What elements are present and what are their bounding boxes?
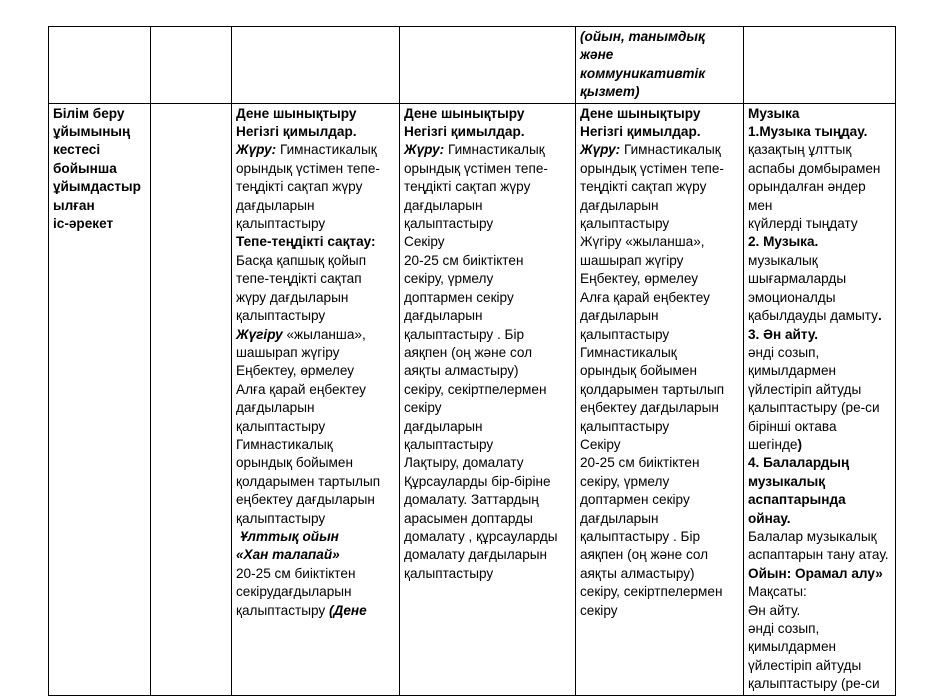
text-line — [236, 381, 395, 399]
line-text: арасымен доптарды — [404, 510, 533, 526]
line-text: қазақтың ұлттық — [748, 142, 852, 158]
line-text: қалыптастыру — [404, 436, 494, 452]
line-text: 20-25 см биіктіктен — [580, 455, 700, 471]
line-text: секіру, үрмелу — [404, 271, 494, 287]
line-text: домалату. Заттардың — [404, 492, 539, 508]
line-text: қимылдармен — [748, 639, 837, 655]
text-line — [748, 620, 891, 638]
line-text: Тепе-теңдікті сақтау: — [236, 234, 376, 250]
line-text: Жүгіру «жыланша», — [580, 234, 705, 250]
text-line — [236, 491, 395, 509]
line-text: тепе-теңдікті сақтап — [236, 271, 362, 287]
text-line — [236, 178, 395, 196]
line-text: Балалар музыкалық — [748, 528, 877, 544]
line-text: Лақтыру, домалату — [404, 455, 524, 471]
line-text: қалыптастыру — [580, 326, 670, 342]
text-line — [404, 289, 571, 307]
text-line: іс-әрекет — [53, 216, 114, 232]
line-text: дағдыларын — [236, 197, 315, 213]
text-line — [748, 583, 891, 601]
text-line — [404, 510, 571, 528]
text-line — [404, 123, 571, 141]
text-line — [236, 215, 395, 233]
line-rest: музыкалық — [748, 252, 818, 268]
text-line — [236, 197, 395, 215]
cell-r2-c2 — [151, 103, 232, 695]
text-line — [748, 123, 891, 141]
cell-r1-c1 — [49, 27, 151, 104]
text-line — [236, 362, 395, 380]
line-text: үйлестіріп айтуды — [748, 381, 862, 397]
text-line: коммуникативтік — [580, 65, 706, 81]
text-line — [236, 307, 395, 325]
text-line — [404, 141, 571, 159]
line-text: Жүгіру — [236, 326, 283, 342]
line-text: 1.Музыка тыңдау. — [748, 124, 868, 140]
row-label-cell — [49, 103, 151, 695]
line-text: Гимнастикалық — [580, 344, 677, 360]
text-line — [748, 307, 891, 325]
line-text: қалыптастыру . Бір — [580, 528, 701, 544]
cell-r1-c3 — [232, 27, 400, 104]
text-line — [580, 270, 739, 288]
line-text: 3. Ән айту. — [748, 326, 819, 342]
line-rest: Гимнастикалық — [276, 142, 377, 158]
line-text: Ән айту. — [748, 602, 801, 618]
line-text: қалыптастыру — [236, 216, 326, 232]
line-text: қалыптастыру (ре-си — [748, 400, 880, 416]
text-line — [580, 602, 739, 620]
line-text: секірудағдыларын — [236, 584, 352, 600]
text-line — [236, 602, 395, 620]
line-text: аяқты алмастыру) — [404, 363, 519, 379]
line-text: аяқты алмастыру) — [580, 565, 695, 581]
line-text: 4. Балалардың — [748, 455, 850, 471]
text-line — [748, 454, 891, 472]
text-line — [236, 344, 395, 362]
text-line — [404, 418, 571, 436]
text-line — [236, 565, 395, 583]
line-text: орындық бойымен — [580, 363, 697, 379]
text-line — [236, 326, 395, 344]
line-text: аспаптарында ойнау. — [748, 492, 846, 526]
text-line — [748, 473, 891, 491]
text-line — [580, 473, 739, 491]
line-text: Гимнастикалық — [236, 436, 333, 452]
text-line — [748, 546, 891, 564]
cell-r1-c6 — [744, 27, 896, 104]
text-line — [236, 289, 395, 307]
line-text: Құрсауларды бір-біріне — [404, 473, 551, 489]
text-line — [404, 454, 571, 472]
line-text: Дене шынықтыру — [580, 105, 701, 121]
line-text: доптармен секіру — [404, 289, 514, 305]
text-line — [236, 436, 395, 454]
text-line — [580, 289, 739, 307]
text-line — [236, 141, 395, 159]
line-text: Еңбектеу, өрмелеу — [236, 363, 355, 379]
text-line — [580, 491, 739, 509]
text-line — [236, 583, 395, 601]
text-line — [748, 326, 891, 344]
text-line — [580, 344, 739, 362]
line-text: Мақсаты: — [748, 584, 807, 600]
text-line — [580, 510, 739, 528]
text-line — [236, 252, 395, 270]
text-line — [236, 528, 395, 546]
text-line — [748, 399, 891, 417]
text-line — [404, 233, 571, 251]
line-text: Жүру: — [236, 142, 277, 158]
line-text: еңбектеу дағдыларын — [580, 400, 719, 416]
text-line — [404, 436, 571, 454]
text-line — [404, 473, 571, 491]
text-line — [748, 418, 891, 455]
line-text: үйлестіріп айтуды — [748, 657, 862, 673]
text-line — [748, 105, 891, 123]
text-line: бойынша — [53, 160, 117, 176]
line-text: орындалған әндер мен — [748, 179, 866, 213]
line-text: еңбектеу дағдыларын — [236, 492, 375, 508]
text-line — [404, 565, 571, 583]
text-line — [404, 270, 571, 288]
line-text: Секіру — [580, 436, 621, 452]
line-text: қолдарымен тартылып — [580, 381, 725, 397]
line-text: шығармаларды — [748, 271, 847, 287]
physical-education-cell-1 — [232, 103, 400, 695]
text-line — [236, 123, 395, 141]
line-text: секіру — [580, 602, 618, 618]
text-line — [236, 473, 395, 491]
line-text: дағдыларын — [580, 197, 659, 213]
cell-r1-c4 — [400, 27, 576, 104]
line-text: Ойын: Орамал алу» — [748, 565, 883, 581]
line-text: 20-25 см биіктіктен — [236, 565, 356, 581]
text-line — [404, 491, 571, 509]
text-line — [404, 197, 571, 215]
line-text: күйлерді тыңдату — [748, 216, 858, 232]
cell-r1-c2 — [151, 27, 232, 104]
line-text: секіру, үрмелу — [580, 473, 670, 489]
line-text: Негізгі қимылдар. — [580, 124, 701, 140]
text-line — [748, 160, 891, 178]
text-line — [748, 565, 891, 583]
physical-education-cell-2 — [400, 103, 576, 695]
line-text: қалыптастыру — [236, 510, 326, 526]
text-line — [236, 546, 395, 564]
text-line — [580, 197, 739, 215]
text-line: Білім беру — [53, 105, 125, 121]
text-line — [404, 252, 571, 270]
table-row-header — [49, 27, 896, 104]
line-text: Басқа қапшық қойып — [236, 252, 367, 268]
text-line — [404, 215, 571, 233]
line-text: 2. Музыка. — [748, 234, 819, 250]
text-line — [236, 233, 395, 251]
text-line — [404, 178, 571, 196]
text-line — [580, 381, 739, 399]
line-text: Негізгі қимылдар. — [236, 124, 357, 140]
text-line — [236, 454, 395, 472]
line-text: Алға қарай еңбектеу — [580, 289, 710, 305]
line-rest: Гимнастикалық — [444, 142, 545, 158]
line-text: Секіру — [404, 234, 445, 250]
line-text: әнді созып, — [748, 621, 820, 636]
text-line — [236, 399, 395, 417]
text-line — [748, 215, 891, 233]
line-text: секіру, секіртпелермен — [404, 381, 547, 397]
text-line — [748, 602, 891, 620]
line-text: дағдыларын — [580, 510, 659, 526]
line-text: шашырап жүгіру — [236, 344, 340, 360]
line-text: теңдікті сақтап жүру — [580, 179, 707, 195]
line-text: дағдыларын — [404, 197, 483, 213]
text-line — [404, 326, 571, 344]
line-tail: ) — [797, 436, 802, 452]
text-line — [404, 307, 571, 325]
text-line — [580, 252, 739, 270]
text-line — [748, 491, 891, 528]
line-text: орындық үстімен тепе- — [580, 160, 724, 176]
text-line — [580, 307, 739, 325]
line-rest: «жыланша», — [282, 326, 366, 342]
line-rest: Гимнастикалық — [620, 142, 721, 158]
text-line — [580, 454, 739, 472]
text-line — [236, 105, 395, 123]
text-line — [580, 160, 739, 178]
line-text: қалыптастыру — [236, 308, 326, 324]
text-line — [580, 546, 739, 564]
text-line — [580, 362, 739, 380]
line-text: қалыптастыру — [580, 418, 670, 434]
line-text: дағдыларын — [236, 400, 315, 416]
line-text: орындық үстімен тепе- — [236, 160, 380, 176]
text-line — [580, 233, 739, 251]
line-text: қалыптастыру — [236, 602, 329, 618]
text-line — [404, 546, 571, 564]
line-text: Дене шынықтыру — [236, 105, 357, 121]
text-line: ұйымдастыр — [53, 179, 141, 195]
line-text: секіру, секіртпелермен — [580, 584, 723, 600]
line-text: дағдыларын — [580, 308, 659, 324]
text-line — [236, 418, 395, 436]
line-text: Дене шынықтыру — [404, 105, 525, 121]
line-text: шашырап жүгіру — [580, 252, 684, 268]
line-text: жүру дағдыларын — [236, 289, 349, 305]
text-line — [404, 528, 571, 546]
line-text: әнді созып, — [748, 344, 820, 360]
text-line: кестесі — [53, 142, 101, 158]
line-tail: . — [877, 308, 882, 324]
text-line: (ойын, танымдық — [580, 29, 705, 44]
text-line — [236, 510, 395, 528]
text-line: және — [580, 47, 614, 63]
line-text: аяқпен (оң және сол — [580, 547, 709, 563]
text-line — [580, 326, 739, 344]
text-line — [748, 657, 891, 675]
line-text: домалату дағдыларын — [404, 547, 548, 563]
schedule-table — [48, 26, 896, 696]
line-text: орындық үстімен тепе- — [404, 160, 548, 176]
text-line — [748, 270, 891, 288]
text-line — [748, 675, 891, 693]
text-line: қызмет) — [580, 84, 640, 100]
text-line — [748, 362, 891, 380]
line-text: дағдыларын — [404, 308, 483, 324]
line-text: Жүру: — [580, 142, 621, 158]
line-text: эмоционалды — [748, 289, 836, 305]
line-text: домалату , құрсауларды — [404, 528, 558, 544]
line-text: Ұлттық ойын — [240, 528, 339, 544]
line-text: теңдікті сақтап жүру — [236, 179, 363, 195]
text-line — [580, 215, 739, 233]
text-line — [748, 381, 891, 399]
line-text: қолдарымен тартылып — [236, 473, 381, 489]
text-line: ұйымының — [53, 124, 131, 140]
text-line — [580, 178, 739, 196]
text-line — [748, 178, 891, 215]
line-tail: (Дене — [328, 602, 367, 618]
line-text: қалыптастыру (ре-си — [748, 676, 880, 692]
text-line — [748, 141, 891, 159]
text-line: ылған — [53, 197, 95, 213]
line-text: Жүру: — [404, 142, 445, 158]
line-text: қабылдауды дамыту — [748, 308, 878, 324]
table-row-activity — [49, 103, 896, 695]
line-text: қалыптастыру — [404, 565, 494, 581]
cell-r1-c5 — [576, 27, 744, 104]
line-text: 20-25 см биіктіктен — [404, 252, 524, 268]
text-line — [580, 399, 739, 417]
text-line — [580, 123, 739, 141]
line-text: орындық бойымен — [236, 455, 353, 471]
music-cell — [744, 103, 896, 695]
line-text: қалыптастыру — [404, 216, 494, 232]
text-line — [580, 583, 739, 601]
text-line — [580, 418, 739, 436]
line-text: Музыка — [748, 105, 800, 121]
line-text: дағдыларын — [404, 418, 483, 434]
line-text: музыкалық — [748, 473, 826, 489]
text-line — [748, 344, 891, 362]
line-text: Еңбектеу, өрмелеу — [580, 271, 699, 287]
line-text: Негізгі қимылдар. — [404, 124, 525, 140]
text-line — [748, 233, 891, 270]
text-line — [404, 160, 571, 178]
text-line — [404, 344, 571, 362]
line-text: аяқпен (оң және сол — [404, 344, 533, 360]
line-text: теңдікті сақтап жүру — [404, 179, 531, 195]
line-text: Алға қарай еңбектеу — [236, 381, 366, 397]
line-text: қалыптастыру — [580, 216, 670, 232]
line-text: аспабы домбырамен — [748, 160, 881, 176]
text-line — [580, 565, 739, 583]
text-line — [748, 289, 891, 307]
line-text: доптармен секіру — [580, 492, 690, 508]
line-text: секіру — [404, 400, 442, 416]
physical-education-cell-3 — [576, 103, 744, 695]
text-line — [580, 436, 739, 454]
text-line — [748, 638, 891, 656]
text-line — [580, 141, 739, 159]
line-text: бірінші октава шегінде — [748, 418, 837, 452]
text-line — [404, 381, 571, 399]
text-line — [580, 105, 739, 123]
text-line — [580, 528, 739, 546]
text-line — [404, 105, 571, 123]
line-text: қалыптастыру — [236, 418, 326, 434]
line-text: қимылдармен — [748, 363, 837, 379]
text-line — [404, 362, 571, 380]
text-line — [236, 160, 395, 178]
text-line — [748, 528, 891, 546]
line-text: қалыптастыру . Бір — [404, 326, 525, 342]
line-text: аспаптарын тану атау. — [748, 547, 889, 563]
text-line — [404, 399, 571, 417]
line-text: «Хан талапай» — [236, 547, 340, 563]
text-line — [236, 270, 395, 288]
